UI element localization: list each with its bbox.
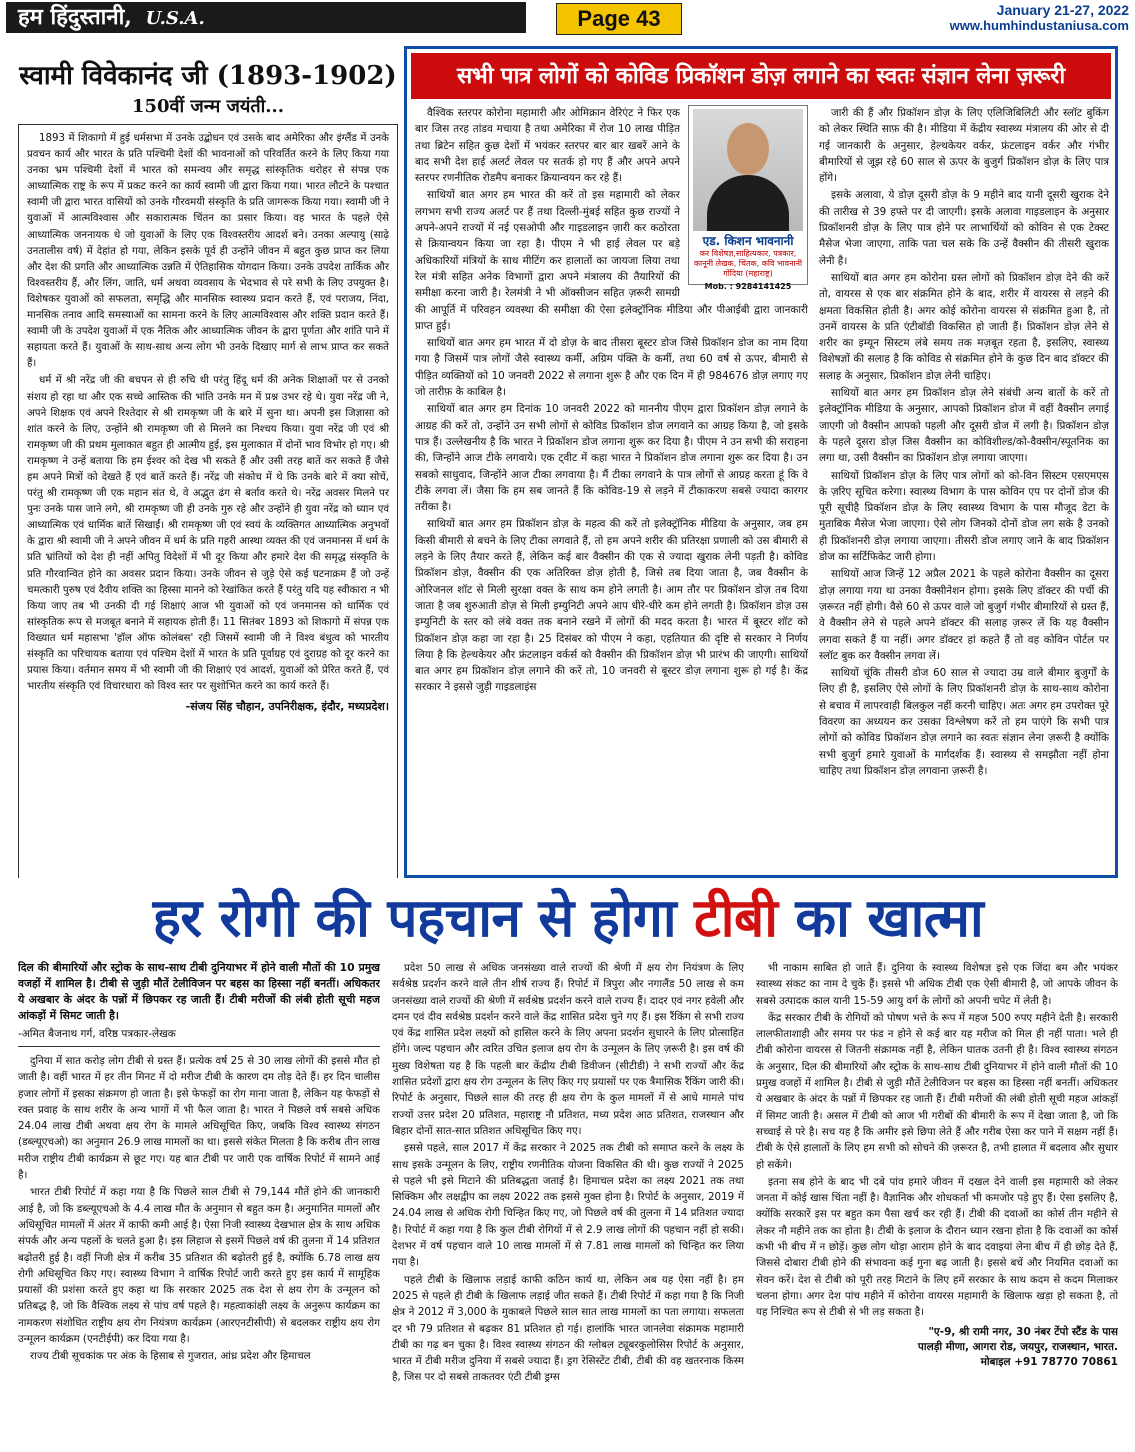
article-column-1 xyxy=(415,105,808,869)
author-photo xyxy=(693,109,803,231)
page-number-label: Page 43 xyxy=(556,3,682,35)
paragraph: साथियों आज जिन्हें 12 अप्रैल 2021 के पहले कोरोना वैक्सीन का दूसरा डोज़ लगाया गया था उनका वैक्सीनेशन होगा। इसके लिए डॉक्टर की पर्ची की ज़रूरत नहीं होगी। वैसे 60 से ऊपर वाले जो बुजुर्ग गंभीर बीमारियों से ग्रस्त हैं, वे वैक्सीन लेने से पहले अपने डॉक्टर की सलाह ज़रूर लें कि यह वैक्सीन लगवा सकते हैं या नहीं। अगर डॉक्टर हां कहते हैं तो वह कोविन पोर्टल पर स्लॉट बुक कर वैक्सीन लगवा लें। xyxy=(819,568,1109,662)
article-subtitle: 150वीं जन्म जयंती... xyxy=(131,96,285,117)
paragraph: राज्य टीबी सूचकांक पर अंक के हिसाब से गुजरात, आंध्र प्रदेश और हिमाचल xyxy=(30,1350,311,1363)
paragraph: साथियों बात अगर हम भारत की करें तो इस महामारी को लेकर लगभग सभी राज्य अलर्ट पर हैं तथा दिल्ली-मुंबई सहित कुछ राज्यों ने अपने-अपने राज्यों में नई एसओपी और गाइडलाइन ज़ारी कर कठोरता से क्रियान्वयन किया जा रहा है। पीएम ने भी हाई लेवल पर बड़े अधिकारियों मंत्रियों के साथ मीटिंग कर हालातों का जायजा लिया तथा रेल मंत्री सहित अनेक विभागों द्वारा अपने मंत्रालय की तैयारियों की समीक्षा करना जारी है। रेलमंत्री ने भी ऑक्सीजन सहित ज़रूरी सामग्री की आपूर्ति में परिवहन व्यवस्था की समीक्षा की ऐसा इलेक्ट्रॉनिक मीडिया और पीआईबी द्वारा जानकारी प्राप्त हुई। xyxy=(415,189,808,332)
tb-article xyxy=(18,960,1118,1446)
standfirst xyxy=(18,960,380,1047)
vivekananda-article xyxy=(18,48,398,878)
paragraph: साथियों बात अगर हम भारत में दो डोज़ के बाद तीसरा बूस्टर डोज जिसे प्रिकॉशन डोज का नाम दिया गया है जिसमें पात्र लोगों जैसे स्वास्थ्य कर्मी, अग्रिम पंक्ति के कर्मी, तथा 60 वर्ष से ऊपर, बीमारी से पीड़ित व्यक्तियों को 10 जनवरी 2022 से लगाना शुरू है और एक दिन में ही 984676 डोज़ लगाए गए जो तारीफ़ के काबिल है। xyxy=(415,337,808,399)
page-header xyxy=(0,0,1135,36)
paragraph: 1893 में शिकागो में हुई धर्मसभा में उनके उद्बोधन एवं उसके बाद अमेरिका और इंग्लैंड में उनके प्रवचन कार्य और भारत के प्रति पश्चिमी देशों की भावनाओं को परिवर्तित करने के लिए किया गया उनका भ्रम पश्चिमी देशों में भारत को समन्वय और समृद्ध सांस्कृतिक धरोहर से संपन्न एक आध्यात्मिक राष्ट्र के रूप में प्रकट करने का कार्य स्वामी जी द्वारा किया गया। भारत लौटने के पश्चात स्वामी जी द्वारा भारत वासियों को उनके गौरवमयी संस्कृति के प्रति जागरूक किया गया। स्वामी जी ने युवाओं में आत्मविश्वास और सकारात्मक चिंतन का प्रसार किया। वह भारत के पहले ऐसे आध्यात्मिक जननायक थे जो युवाओं के लिए एक विश्वस्तरीय आदर्श बने। उनका अल्पायु (साढ़े उनतालीस वर्ष) में देहांत हो गया, लेकिन इसके पूर्व ही उन्होंने जीवन में बहुत कुछ प्राप्त कर लिया और देश की प्रगति और आध्यात्मिक उन्नति में ऐतिहासिक योगदान किया। उनके उपदेश तार्किक और विश्वस्तरीय हैं, और लिंग, जाति, धर्म अथवा व्यवसाय के भेदभाव से परे सभी के लिए उपयुक्त है। विशेषकर युवाओं को सफलता, समृद्धि और मानसिक स्वास्थ्य प्रदान करते हैं, एवं पराजय, निंदा, मानसिक तनाव आदि समस्याओं का सामना करने के लिए आत्मविश्वास और शक्ति प्रदान करते हैं। स्वामी जी के उपदेश युवाओं में एक नैतिक और आध्यात्मिक जीवन के द्वारा पूर्णता और शांति पाने में सहायता करते हैं। युवाओं के साथ-साथ अन्य लोग भी उनके दिखाए मार्ग से लाभ प्राप्त कर सकते हैं। xyxy=(27,133,389,370)
article-column-3 xyxy=(756,960,1118,1446)
article-headline: सभी पात्र लोगों को कोविड प्रिकॉशन डोज़ लगाने का स्वतः संज्ञान लेना ज़रूरी xyxy=(411,53,1111,99)
article-body xyxy=(18,124,398,878)
issue-info xyxy=(950,2,1129,34)
paragraph: साथियों बात अगर हम प्रिकॉशन डोज़ के महत्व की करें तो इलेक्ट्रॉनिक मीडिया के अनुसार, जब हम किसी बीमारी से बचने के लिए टीका लगवाते हैं, तो हम अपने शरीर की प्रतिरक्षा प्रणाली को उस बीमारी से लड़ने के लिए तैयार करते हैं, लेकिन कई बार वैक्सीन की एक से ज्यादा खुराक लेनी पड़ती है। कोविड प्रिकॉशन डोज़, वैक्सीन की एक अतिरिक्त डोज़ होती है, जिसे तब दिया जाता है, जब वैक्सीन के ओरिजनल शॉट से मिली सुरक्षा वक्त के साथ कम होने लगती है। आम तौर पर प्रिकॉशन डोज़ तब दिया जाता है जब शुरुआती डोज़ से मिली इम्युनिटी अपने आप धीरे-धीरे कम होने लगती है। प्रिकॉशन डोज़ उस इम्युनिटी के स्तर को लंबे वक्त तक बनाने रखने में लोगों की मदद करता है। भारत में बूस्टर शॉट को प्रिकॉशन डोज़ कहा जा रहा है। 25 दिसंबर को पीएम ने कहा, एहतियात की दृष्टि से सरकार ने निर्णय लिया है कि हेल्थकेयर और फ्रंटलाइन वर्कर्स को वैक्सीन की प्रिकॉशन डोज़ भी प्रारंभ की जाएगी। साथियों बात अगर हम प्रिकॉशन डोज़ लगाने की करें तो, 10 जनवरी से बूस्टर डोज़ लगाना शुरू हो गई है। केंद्र सरकार ने इससे जुड़ी गाइडलाइंस xyxy=(415,518,808,694)
paragraph: भारत टीबी रिपोर्ट में कहा गया है कि पिछले साल टीबी से 79,144 मौतें होने की जानकारी आई है, जो कि डब्ल्यूएचओ के 4.4 लाख मौत के अनुमान से बहुत कम है। अनुमानित मामलों और अधिसूचित मामलों में अंतर में काफी कमी आई है। ऐसा निजी स्वास्थ्य देखभाल क्षेत्र के साथ अधिक संपर्क और अन्य पहलों के चलते हुआ है। इस लिहाज से इसमें पिछले वर्ष की तुलना में 14 प्रतिशत बढ़ोतरी हुई है। वहीं निजी क्षेत्र में करीब 35 प्रतिशत की बढ़ोतरी हुई है, क्योंकि 6.78 लाख क्षय रोगी अधिसूचित किए गए। स्वास्थ्य विभाग ने वार्षिक रिपोर्ट जारी करते हुए इस कार्य में सामूहिक प्रयासों की प्रशंसा करते हुए कहा था कि सरकार 2025 तक देश से क्षय रोग के उन्मूलन को प्रतिबद्ध है, जो कि वैश्विक लक्ष्य से पांच वर्ष पहले है। महत्वाकांक्षी लक्ष्य के अनुरूप कार्यक्रम का नामकरण संशोधित राष्ट्रीय क्षय रोग नियंत्रण कार्यक्रम (आरएनटीसीपी) से बदलकर राष्ट्रीय क्षय रोग उन्मूलन कार्यक्रम (एनटीईपी) कर दिया गया है। xyxy=(18,1186,380,1346)
masthead xyxy=(6,2,526,33)
issue-date: January 21-27, 2022 xyxy=(996,2,1129,18)
address-line: "ए-9, श्री रामी नगर, 30 नंबर टेंपो स्टैंड के पास xyxy=(928,1325,1118,1338)
standfirst-text: दिल की बीमारियों और स्ट्रोक के साथ-साथ टीबी दुनियाभर में होने वाली मौतों की 10 प्रमुख वजहों में शामिल है। टीबी से जुड़ी मौतें टेलीविजन पर बहस का हिस्सा नहीं बनतीं। अधिकतर ये अखबार के अंदर के पन्नों में छिपकर रह जाती हैं। टीबी मरीजों की लंबी होती सूची महज आंकड़ों में सिमट जाती है। xyxy=(18,961,380,1022)
paragraph: दुनिया में सात करोड़ लोग टीबी से ग्रस्त हैं। प्रत्येक वर्ष 25 से 30 लाख लोगों की इससे मौत हो जाती है। वहीं भारत में हर तीन मिनट में दो मरीज टीबी के कारण दम तोड़ देते हैं। हर दिन चालीस हजार लोगों में इसका संक्रमण हो जाता है। इसे फेफड़ों का रोग माना जाता है, लेकिन यह फेफड़ों से रक्त प्रवाह के साथ शरीर के अन्य भागों में भी फैल जाता है। भारत ने पिछले वर्ष सबसे अधिक 24.04 लाख टीबी अथवा क्षय रोग के मामले अधिसूचित किए, जबकि विश्व स्वास्थ्य संगठन (डब्ल्यूएचओ) का अनुमान 26.9 लाख मामलों का था। इससे संकेत मिलता है कि करीब तीन लाख मरीज राष्ट्रीय टीबी कार्यक्रम से छूट गए। यह बात टीबी पर जारी एक वार्षिक रिपोर्ट में सामने आई है। xyxy=(18,1055,380,1182)
author-address xyxy=(756,1325,1118,1370)
paragraph: वैश्विक स्तरपर कोरोना महामारी और ओमिक्रान वेरिएंट ने फिर एक बार जिस तरह तांडव मचाया है तथा अमेरिका में रोज 10 लाख पीड़ित तथा ब्रिटेन सहित कुछ देशों में भयंकर स्तरपर बार बार खबरें आने के बाद सभी देश हाई अलर्ट लेवल पर सतर्क हो गए हैं और अपने अपने स्तरपर रणनीतिक रोडमैप बनाकर क्रियान्वयन कर रहे हैं। xyxy=(415,107,680,185)
author-mobile: Mob. : 9284141425 xyxy=(704,282,792,292)
paragraph: साथियों बात अगर हम दिनांक 10 जनवरी 2022 को माननीय पीएम द्वारा प्रिकॉशन डोज़ लगाने के आग्रह की करें तो, उन्होंने उन सभी लोगों से कोविड प्रिकॉशन डोज लगवाने का आग्रह किया है, जो इसके पात्र हैं। उल्लेखनीय है कि भारत ने प्रिकॉशन डोज लगाना शुरू कर दिया है। पीएम ने उन सभी की सराहना की, जिन्होंने आज टीके लगवाये। एक ट्वीट में कहा भारत ने प्रिकॉशन डोज लगाना शुरू कर दिया है। उन सबको साधुवाद, जिन्होंने आज टीका लगवाया है। मैं टीका लगवाने के पात्र लोगों से आग्रह करता हूं कि वे टीके लगवा लें। जैसा कि हम सब जानते हैं कि कोविड-19 से लड़ने में टीकाकरण सबसे ज्यादा कारगर तरीका है। xyxy=(415,403,808,514)
address-line: पालड़ी मीणा, आगरा रोड, जयपुर, राजस्थान, भारत. xyxy=(917,1340,1118,1353)
paragraph: साथियों बात अगर हम कोरोना ग्रस्त लोगों को प्रिकॉशन डोज़ देने की करें तो, वायरस से एक बार संक्रमित होने के बाद, शरीर में वायरस से लड़ने की क्षमता विकसित होती है। अगर कोई कोरोना वायरस से संक्रमित हुआ है, तो उनमें वायरस के प्रति एंटीबॉडी विकसित हो जाती हैं। प्रिकॉशन डोज़ लेने से शरीर का इम्यून सिस्टम लंबे समय तक मज़बूत रहता है, इसलिए, स्वास्थ्य विशेषज्ञों की सलाह है कि कोविड से संक्रमित होने के कुछ दिन बाद डॉक्टर की सलाह के अनुसार, प्रिकॉशन डोज़ लेनी चाहिए। xyxy=(819,271,1109,382)
tb-headline xyxy=(18,886,1118,952)
byline: -अमित बैजनाथ गर्ग, वरिष्ठ पत्रकार-लेखक xyxy=(18,1028,176,1040)
paragraph: साथियों प्रिकॉशन डोज़ के लिए पात्र लोगों को को-विन सिस्टम एसएमएस के ज़रिए सूचित करेगा। स्वास्थ्य विभाग के पास कोविन एप पर दोनों डोज की पूरी सूचीहै प्रिकॉशन डोज़ के लिए स्वास्थ्य विभाग के पास मौजूद डेटा के मुताबिक मैसेज भेजा जाएगा। ऐसे लोग जिनको दोनों डोज लग सके है उनको ही प्रिकॉशनरी डोज़ लगाया जाएगा। तीसरी डोज लगाए जाने के बाद प्रिकॉशन डोज का सर्टिफिकेट जारी होगा। xyxy=(819,469,1109,564)
author-role: कर विशेषज्ञ,साहित्यकार, पत्रकार, कानूनी लेखक, चिंतक, कवि भावनानी गोंदिया (महाराष्ट्र) xyxy=(693,249,803,279)
headline-part-1: हर रोगी की पहचान से होगा xyxy=(152,888,677,949)
paragraph: जारी की हैं और प्रिकॉशन डोज़ के लिए एलिजिबिलिटी और स्लॉट बुकिंग को लेकर स्थिति साफ़ की है। मीडिया में केंद्रीय स्वास्थ्य मंत्रालय की ओर से दी गई जानकारी के अनुसार, हेल्थकेयर वर्कर, फ्रंटलाइन वर्कर और गंभीर बीमारियों से जूझ रहे 60 साल से ऊपर के बुजुर्ग प्रिकॉशन डोज़ के लिए पात्र होंगे। xyxy=(819,107,1109,185)
author-card xyxy=(688,105,808,292)
masthead-suffix: U.S.A. xyxy=(145,8,205,29)
paragraph: इससे पहले, साल 2017 में केंद्र सरकार ने 2025 तक टीबी को समाप्त करने के लक्ष्य के साथ इसके उन्मूलन के लिए, राष्ट्रीय रणनीतिक योजना विकसित की थी। कुछ राज्यों ने 2025 से पहले भी इसे मिटाने की प्रतिबद्धता जताई है। हिमाचल प्रदेश का लक्ष्य 2021 तक तथा सिक्किम और लक्षद्वीप का लक्ष्य 2022 तक इससे मुक्त होना है। रिपोर्ट के अनुसार, 2019 में 24.04 लाख से अधिक रोगी चिन्हित किए गए, जो पिछले वर्ष की तुलना में 14 प्रतिशत ज्यादा है। रिपोर्ट में कहा गया है कि कुल टीबी रोगियों में से 2.9 लाख लोगों की पहचान नहीं हो सकी। देशभर में वर्ष पहचान वाले 10 लाख मामलों में से 7.81 लाख मामलों को चिन्हित कर लिया गया है। xyxy=(392,1142,744,1269)
paragraph: साथियों बात अगर हम प्रिकॉशन डोज़ लेने संबंधी अन्य बातों के करें तो इलेक्ट्रॉनिक मीडिया के अनुसार, आपको प्रिकॉशन डोज में वहीं वैक्सीन लगाई जाएगी जो वैक्सीन आपको पहली और दूसरी डोज में लगी है। प्रिकॉशन डोज़ के पहले दूसरा डोज़ जिस वैक्सीन का कोविशील्ड/को-वैक्सीन/स्पूतनिक का लगा था, उसी वैक्सीन का प्रिकॉशन डोज़ लगाया जाएगा। xyxy=(819,387,1109,465)
paragraph: साथियों चूंकि तीसरी डोज 60 साल से ज्यादा उम्र वाले बीमार बुजुर्गों के लिए ही है, इसलिए ऐसे लोगों के लिए प्रिकॉशनरी डोज़ के साथ-साथ कोरोना से बचाव में लापरवाही बिलकुल नहीं करनी चाहिए। अतः अगर हम उपरोक्त पूरे विवरण का अध्ययन कर उसका विश्लेषण करें तो हम पाएंगे कि सभी पात्र लोगों को कोविड प्रिकॉशन डोज़ लगाने का स्वतः संज्ञान लेना ज़रूरी है क्योंकि सभी बुजुर्ग हमारे युवाओं के मार्गदर्शक हैं। स्वास्थ्य से समझौता नहीं होना चाहिए तथा प्रिकॉशन डोज़ लगवाना ज़रूरी है। xyxy=(819,667,1109,777)
author-name: एड. किशन भावनानी xyxy=(702,234,794,248)
headline-highlight: टीबी xyxy=(694,888,778,949)
address-line: मोबाइल +91 78770 70861 xyxy=(980,1355,1118,1368)
paragraph: प्रदेश 50 लाख से अधिक जनसंख्या वाले राज्यों की श्रेणी में क्षय रोग नियंत्रण के लिए सर्वश्रेष्ठ प्रदर्शन करने वाले तीन शीर्ष राज्य हैं। रिपोर्ट में त्रिपुरा और नगालैंड 50 लाख से कम जनसंख्या वाले राज्यों की श्रेणी में सर्वश्रेष्ठ प्रदर्शन करने वाले राज्य हैं। दादर एवं नगर हवेली और दमन एवं दीव सर्वश्रेष्ठ प्रदर्शन करने वाले केंद्र शासित प्रदेश चुने गए हैं। इस रैंकिंग से सभी राज्य एवं केंद्र शासित प्रदेश लक्ष्यों को हासिल करने के लिए अपना प्रदर्शन सुधारने के लिए प्रोत्साहित होंगे। जल्द पहचान और त्वरित उचित इलाज क्षय रोग के उन्मूलन के लिए ज़रूरी है। इस वर्ष की मुख्य विशेषता यह है कि पहली बार केंद्रीय टीबी डिवीजन (सीटीडी) ने सभी राज्यों और केंद्र शासित प्रदेशों द्वारा क्षय रोग उन्मूलन के लिए किए गए प्रयासों पर एक त्रैमासिक रैंकिंग जारी की। रिपोर्ट के अनुसार, पिछले साल की तरह ही क्षय रोग के कुल मामलों में से आधे मामले पांच राज्यों उत्तर प्रदेश 20 प्रतिशत, महाराष्ट्र नौ प्रतिशत, मध्य प्रदेश आठ प्रतिशत, राजस्थान और बिहार दोनों सात-सात प्रतिशत अधिसूचित किए गए। xyxy=(392,962,744,1137)
author-signature: -संजय सिंह चौहान, उपनिरीक्षक, इंदौर, मध्यप्रदेश। xyxy=(185,700,389,714)
article-title: स्वामी विवेकानंद जी (1893-1902) xyxy=(19,61,397,91)
article-column-1 xyxy=(18,960,380,1446)
masthead-title: हम हिंदुस्तानी, xyxy=(18,4,132,30)
paragraph: पहले टीबी के खिलाफ लड़ाई काफी कठिन कार्य था, लेकिन अब यह ऐसा नहीं है। हम 2025 से पहले ही टीबी के खिलाफ लड़ाई जीत सकते हैं। टीबी रिपोर्ट में कहा गया है कि निजी क्षेत्र ने 2012 में 3,000 के मुकाबले पिछले साल सात लाख मामलों का पता लगाया। सफलता दर भी 79 प्रतिशत से बढ़कर 81 प्रतिशत हो गई। हालांकि भारत जानलेवा संक्रामक महामारी टीबी का गढ़ बन चुका है। विश्व स्वास्थ्य संगठन की ग्लोबल ट्यूबरकुलोसिस रिपोर्ट के अनुसार, भारत में टीबी मरीज दुनिया में सबसे ज्यादा हैं। ड्रग रेसिस्टेंट टीबी, टीबी की वह खतरनाक किस्म है, जिस पर दो सबसे ताकतवर एंटी टीबी ड्रग्स xyxy=(392,1273,744,1384)
headline-part-2: का खात्मा xyxy=(795,888,984,949)
article-columns xyxy=(415,105,1109,869)
paragraph: इतना सब होने के बाद भी दबे पांव हमारे जीवन में दखल देने वाली इस महामारी को लेकर जनता में कोई खास चिंता नहीं है। वैज्ञानिक और शोधकर्ता भी कमजोर पड़े हुए हैं। ऐसा इसलिए है, क्योंकि सरकारें इस पर बहुत कम पैसा खर्च कर रही हैं। टीबी की दवाओं का कोर्स तीन महीने से लेकर नौ महीने तक का होता है। टीबी के इलाज के दौरान ध्यान रखना होता है कि दवाओं का कोर्स कभी भी बीच में न छोड़ें। कुछ लोग थोड़ा आराम होने के बाद दवाइयां लेना बीच में ही छोड़ देते हैं, जिससे दोबारा टीबी होने की संभावना कई गुना बढ़ जाती है। इससे बचें और नियमित दवाओं का सेवन करें। देश से टीबी को पूरी तरह मिटाने के लिए हमें सरकार के साथ कदम से कदम मिलाकर चलना होगा। अगर देश पांच महीने में कोरोना वायरस महामारी के खिलाफ खड़ा हो सकता है, तो यह निश्चित रूप से टीबी से भी लड़ सकता है। xyxy=(756,1175,1118,1319)
paragraph: इसके अलावा, ये डोज़ दूसरी डोज़ के 9 महीने बाद यानी दूसरी खुराक देने की तारीख से 39 हफ्ते पर दी जाएगी। इसके अलावा गाइडलाइन के अनुसार प्रिकॉशनरी डोज़ के लिए पात्र होने पर लाभार्थियों को कोविन से एक टेक्स्ट मैसेज भेजा जाएगा, ताकि पता चल सके कि उन्हें वैक्सीन की तीसरी खुराक लेनी है। xyxy=(819,189,1109,267)
paragraph: धर्म में श्री नरेंद्र जी की बचपन से ही रुचि थी परंतु हिंदू धर्म की अनेक शिक्षाओं पर से उनको संशय हो रहा था और एक सच्चे आस्तिक की भांति उनके मन में प्रश्न उभर रहे थे। युवा नरेंद्र जी ने, अपने शिक्षक एवं अपने रिश्तेदार से श्री रामकृष्ण जी के बारे में सुना था। अपनी इस जिज्ञासा को शांत करने के लिए, उन्होंने श्री रामकृष्ण जी से मिलने का निश्चय किया। युवा नरेंद्र जी एवं श्री रामकृष्ण जी की प्रथम मुलाकात बहुत ही आत्मीय हुई, इस मुलाकात में दोनों भाव विभोर हो गए। श्री रामकृष्ण ने उन्हें बताया कि हम ईश्वर को देख भी सकते हैं और उसी तरह बातें कर सकते हैं जैसे हम अपने मित्रों को देखते हैं एवं बातें करते हैं। नरेंद्र जी संकोच में थे कि उनके बारे में क्या सोचें, परंतु श्री रामकृष्ण जी एक महान संत थे, वे अद्भुत ढंग से बर्ताव करते थे। नरेंद्र अवसर मिलने पर पुनः उनके पास जाने लगे, श्री रामकृष्ण जी ही उनके गुरु रहे और उन्होंने ही युवा नरेंद्र को ध्यान एवं आध्यात्मिक एवं धार्मिक बातें सिखाईं। श्री रामकृष्ण जी एवं स्वयं के व्यक्तिगत आध्यात्मिक अनुभवों के द्वारा श्री स्वामी जी ने अपने जीवन में धर्म के प्रति गहरी आस्था व्यक्त की एवं जनमानस में धर्म के प्रति भ्रांतियों को देश ही नहीं अपितु विदेशों में भी दूर किया और हमारे देश की समृद्ध संस्कृति के प्रति गौरवान्वित होने का अवसर प्रदान किया। उनके जीवन से जुड़े ऐसे कई घटनाक्रम हैं जो उन्हें चमत्कारी पुरुष एवं दैवीय शक्ति का हिस्सा मानने को रेखांकित करते हैं परंतु यदि यह स्वीकारा न भी किया जाए तब भी उनकी दी गई शिक्षाएं आज भी युवाओं को एवं जनमानस को धार्मिक एवं सांस्कृतिक रूप से मजबूत बनाने में सहायक होती हैं। 11 सितंबर 1893 को शिकागो में संपन्न एक विख्यात धर्म महासभा 'हॉल ऑफ कोलंबस' रही जिसमें स्वामी जी ने विश्व बंधुत्व को भारतीय संस्कृति का परिचायक बताया एवं पश्चिम देशों में भारत के प्रति पूर्वाग्रह एवं दुराग्रह को दूर करने का प्रयास किया। वर्तमान समय में भी स्वामी जी की शिक्षाएं एवं आदर्श, युवाओं को प्रेरित करते हैं, एवं भारतीय संस्कृति एवं विचारधारा को विश्व स्तर पर सुशोभित करने का कार्य करते हैं। xyxy=(27,375,389,693)
paragraph: केंद्र सरकार टीबी के रोगियों को पोषण भत्ते के रूप में महज 500 रुपए महीने देती है। सरकारी लालफीताशाही और समय पर फंड न होने से कई बार यह मरीज को मिल ही नहीं पाता। भले ही टीबी कोरोना वायरस से जितनी संक्रामक नहीं है, लेकिन घातक उतनी ही है। विश्व स्वास्थ्य संगठन के अनुसार, दिल की बीमारियों और स्ट्रोक के साथ-साथ टीबी दुनियाभर में होने वाली मौतों की 10 प्रमुख वजहों में शामिल है। टीबी से जुड़ी मौतें टेलीविजन पर बहस का हिस्सा नहीं बनतीं। अधिकतर ये अखबार के अंदर के पन्नों में छिपकर रह जाती हैं। टीबी मरीजों की लंबी होती सूची महज आंकड़ों में सिमट जाती है। असल में टीबी को आज भी गरीबों की बीमारी के रूप में देखा जाता है, जो कि सच्चाई से परे है। सच यह है कि अमीर इसे छिपा लेते हैं और गरीब ऐसा कर पाने में सक्षम नहीं हैं। टीबी के ऐसे हालातों के लिए हम सभी को सोचने की ज़रूरत है, तभी हालात में बदलाव और सुधार हो सकेंगे। xyxy=(756,1011,1118,1171)
article-column-2 xyxy=(392,960,744,1446)
paragraph: भी नाकाम साबित हो जाते हैं। दुनिया के स्वास्थ्य विशेषज्ञ इसे एक जिंदा बम और भयंकर स्वास्थ्य संकट का नाम दे चुके हैं। इससे भी अधिक टीबी एक ऐसी बीमारी है, जो आपके जीवन के सबसे उत्पादक काल यानी 15-59 आयु वर्ग के लोगों को अपनी चपेट में लेती है। xyxy=(756,962,1118,1007)
covid-article xyxy=(404,46,1118,878)
website-link[interactable]: www.humhindustaniusa.com xyxy=(949,18,1129,33)
article-column-2 xyxy=(819,105,1109,869)
